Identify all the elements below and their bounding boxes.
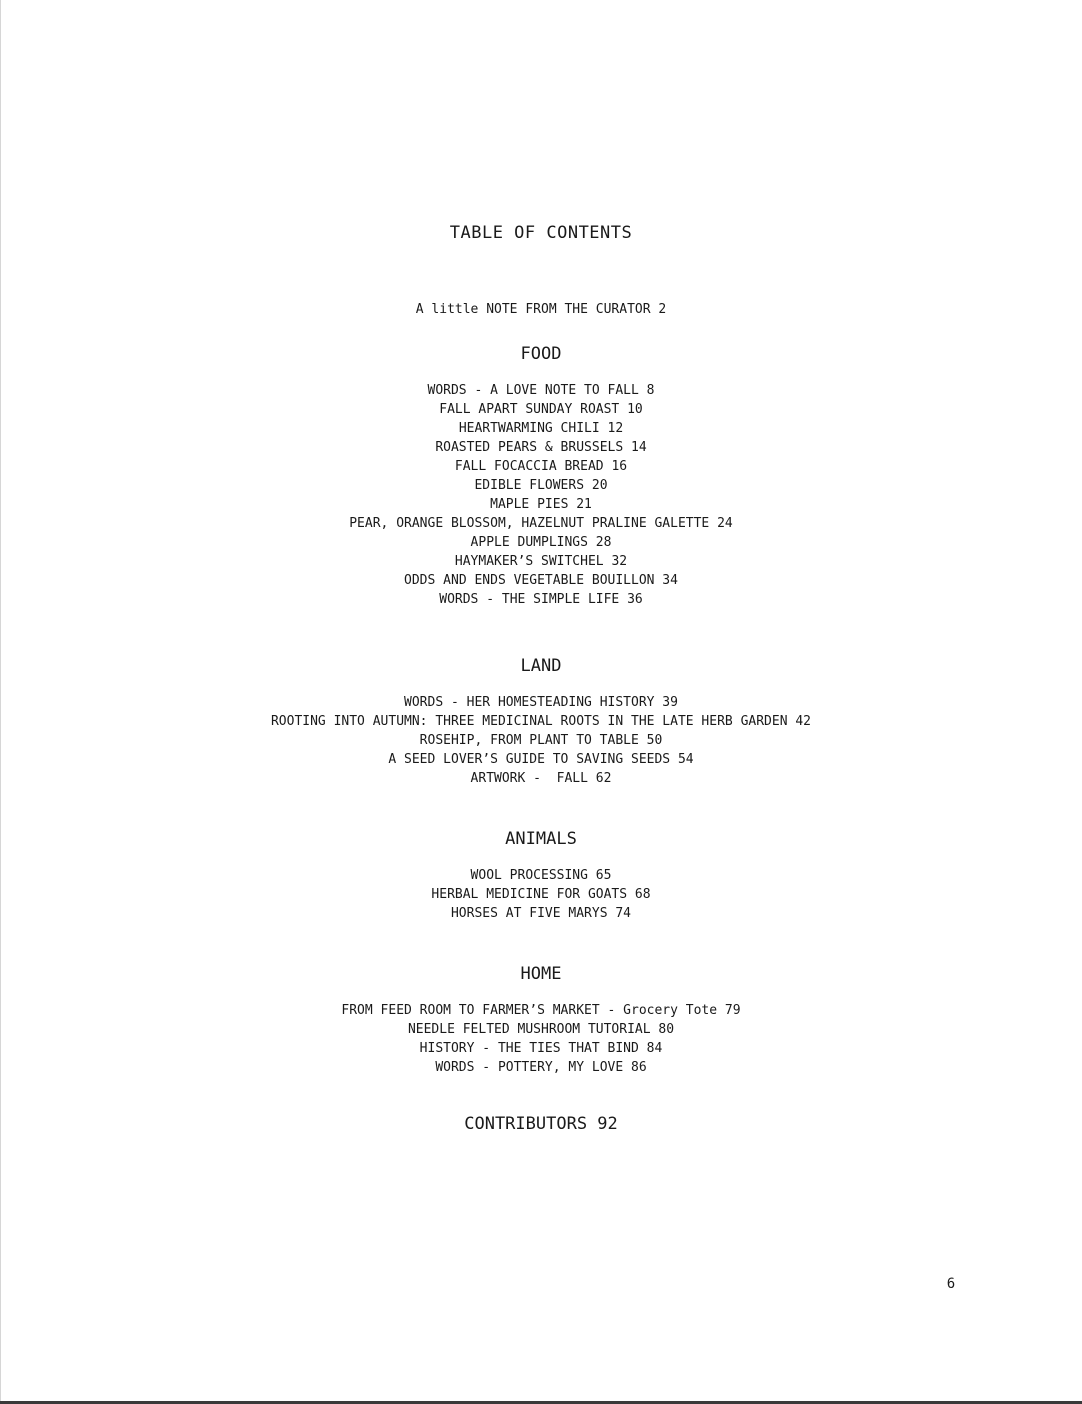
entry-list <box>0 693 1082 788</box>
toc-entry: WORDS - POTTERY, MY LOVE 86 <box>435 1060 647 1075</box>
toc-entry: A SEED LOVER’S GUIDE TO SAVING SEEDS 54 <box>388 752 694 767</box>
table-of-contents <box>0 221 1082 1136</box>
toc-entry: WORDS - THE SIMPLE LIFE 36 <box>439 592 643 607</box>
toc-entry: FROM FEED ROOM TO FARMER’S MARKET - Grocery Tote 79 <box>341 1003 741 1018</box>
toc-entry: PEAR, ORANGE BLOSSOM, HAZELNUT PRALINE GALETTE 24 <box>349 516 733 531</box>
section-heading: LAND <box>520 656 562 676</box>
toc-entry: FALL APART SUNDAY ROAST 10 <box>439 402 643 417</box>
section-food <box>0 342 1082 609</box>
toc-entry: ROSEHIP, FROM PLANT TO TABLE 50 <box>419 733 663 748</box>
toc-entry: HEARTWARMING CHILI 12 <box>458 421 624 436</box>
toc-entry: ODDS AND ENDS VEGETABLE BOUILLON 34 <box>404 573 678 588</box>
toc-entry: HAYMAKER’S SWITCHEL 32 <box>454 554 628 569</box>
toc-entry-contributors: CONTRIBUTORS 92 <box>464 1114 618 1134</box>
section-heading: HOME <box>520 964 562 984</box>
section-heading: ANIMALS <box>505 829 577 849</box>
toc-entry-curator-note: A little NOTE FROM THE CURATOR 2 <box>415 302 667 317</box>
toc-entry: APPLE DUMPLINGS 28 <box>470 535 612 550</box>
toc-entry: WORDS - HER HOMESTEADING HISTORY 39 <box>404 695 678 710</box>
section-home <box>0 962 1082 1077</box>
toc-entry: EDIBLE FLOWERS 20 <box>474 478 608 493</box>
entry-list <box>0 866 1082 923</box>
section-land <box>0 654 1082 788</box>
toc-entry: HORSES AT FIVE MARYS 74 <box>450 906 631 921</box>
toc-entry: HISTORY - THE TIES THAT BIND 84 <box>419 1041 663 1056</box>
toc-entry: WORDS - A LOVE NOTE TO FALL 8 <box>427 383 655 398</box>
section-animals <box>0 827 1082 923</box>
toc-entry: HERBAL MEDICINE FOR GOATS 68 <box>431 887 651 902</box>
toc-entry: WOOL PROCESSING 65 <box>470 868 612 883</box>
toc-entry: ROASTED PEARS & BRUSSELS 14 <box>435 440 647 455</box>
page-title: TABLE OF CONTENTS <box>449 223 633 243</box>
toc-entry: NEEDLE FELTED MUSHROOM TUTORIAL 80 <box>407 1022 675 1037</box>
toc-entry: FALL FOCACCIA BREAD 16 <box>454 459 628 474</box>
entry-list <box>0 1001 1082 1077</box>
entry-list <box>0 381 1082 609</box>
toc-entry: ROOTING INTO AUTUMN: THREE MEDICINAL ROOTS IN THE LATE HERB GARDEN 42 <box>270 714 812 729</box>
page-number: 6 <box>946 1276 956 1292</box>
toc-entry: ARTWORK - FALL 62 <box>470 771 612 786</box>
section-heading: FOOD <box>520 344 562 364</box>
toc-entry: MAPLE PIES 21 <box>490 497 592 512</box>
